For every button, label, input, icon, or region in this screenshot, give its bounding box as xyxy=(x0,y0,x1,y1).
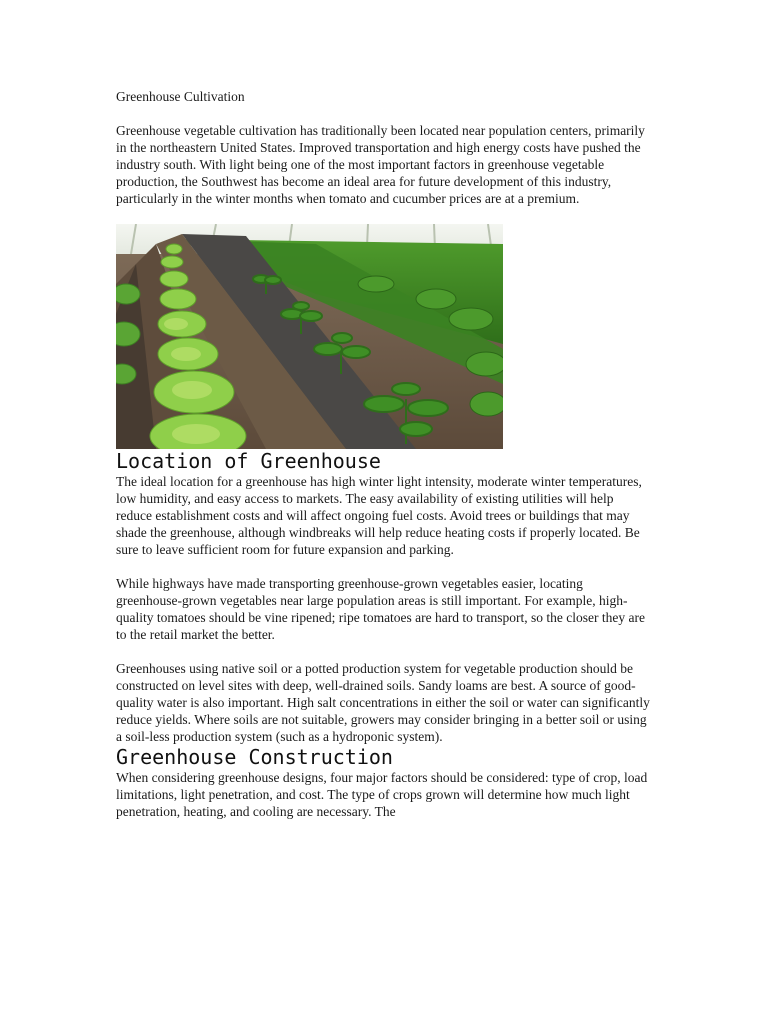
greenhouse-photo xyxy=(116,224,503,449)
document-page xyxy=(116,88,652,820)
intro-paragraph: Greenhouse vegetable cultivation has traditionally been located near population centers, primarily in the northeastern United States. Improved transportation and high energy costs have pushed the industry south. With light being one of the most important factors in greenhouse vegetable production, the Southwest has become an ideal area for future development of this industry, particularly in the winter months when tomato and cucumber prices are at a premium. xyxy=(116,123,645,206)
section-heading-construction: Greenhouse Construction xyxy=(116,745,393,769)
location-paragraph-1: The ideal location for a greenhouse has high winter light intensity, moderate winter temperatures, low humidity, and easy access to markets. The easy availability of existing utilities will help reduce establishment costs and will affect ongoing fuel costs. Avoid trees or buildings that may shade the greenhouse, although windbreaks will help reduce heating costs if properly located. Be sure to leave sufficient room for future expansion and parking. xyxy=(116,474,642,557)
construction-paragraph-1: When considering greenhouse designs, four major factors should be considered: type of crop, load limitations, light penetration, and cost. The type of crops grown will determine how much light penetration, heating, and cooling are necessary. The xyxy=(116,770,648,819)
location-paragraph-3: Greenhouses using native soil or a potted production system for vegetable production should be constructed on level sites with deep, well-drained soils. Sandy loams are best. A source of good-quality water is also important. High salt concentrations in either the soil or water can significantly reduce yields. Where soils are not suitable, growers may consider bringing in a better soil or using a soil-less production system (such as a hydroponic system). xyxy=(116,661,650,744)
section-heading-location: Location of Greenhouse xyxy=(116,449,381,473)
location-paragraph-2: While highways have made transporting greenhouse-grown vegetables easier, locating greenhouse-grown vegetables near large population areas is still important. For example, high-quality tomatoes should be vine ripened; ripe tomatoes are hard to transport, so the closer they are to the retail market the better. xyxy=(116,576,645,642)
document-title: Greenhouse Cultivation xyxy=(116,89,245,104)
